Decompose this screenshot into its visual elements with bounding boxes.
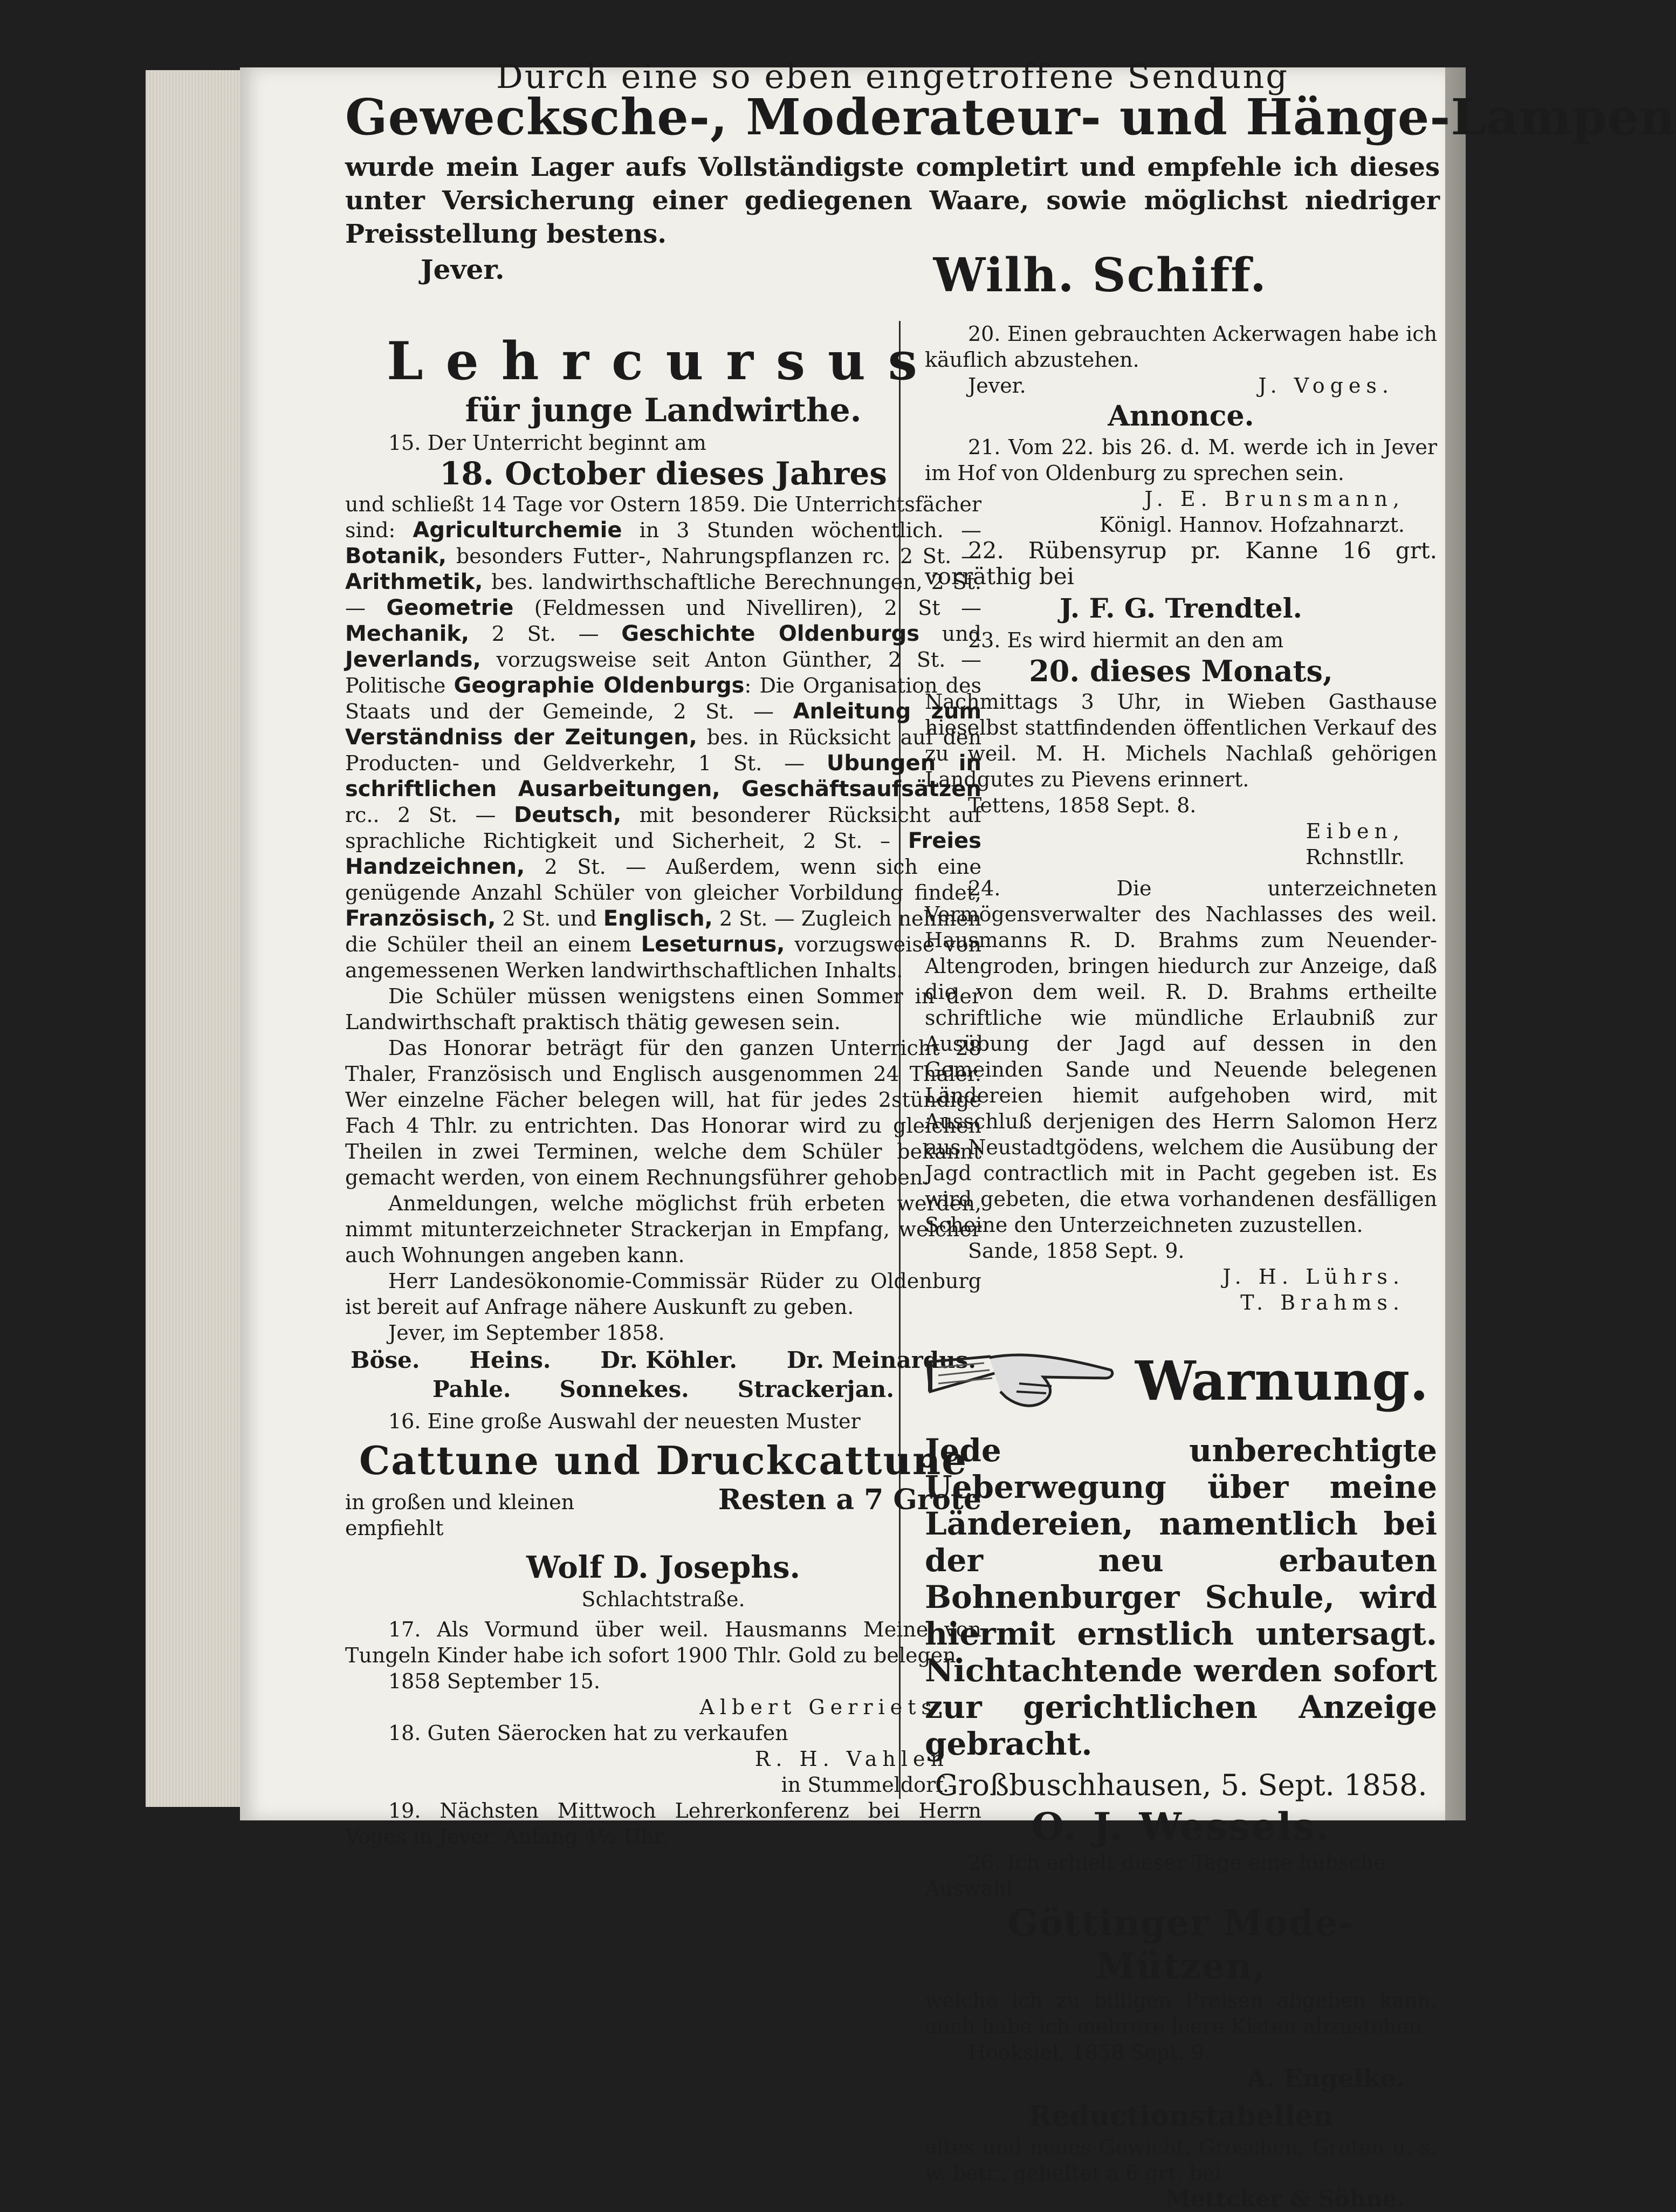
ad15-paragraph-2: Die Schüler müssen wenigstens einen Sommer in der Landwirthschaft praktisch thätig gewesen sein.: [345, 984, 981, 1034]
reduct-headline: Reductionstabellen: [1028, 2100, 1334, 2133]
subject-name: Deutsch,: [514, 803, 622, 827]
signer: Dr. Köhler.: [600, 1347, 737, 1373]
ad23-place: Tettens, 1858 Sept. 8.: [968, 793, 1197, 817]
ad26-place: Hooksiel, 1858 Sept. 9.: [968, 2040, 1211, 2064]
right-column: [925, 321, 1437, 2212]
ad24-place: Sande, 1858 Sept. 9.: [968, 1239, 1185, 1263]
ad24-signature-2: T. Brahms.: [1240, 1291, 1405, 1314]
subject-name: Geometrie: [386, 595, 514, 620]
lamp-headline: Gewecksche-, Moderateur- und Hänge-Lampen: [345, 88, 1676, 146]
body-text: : Die Organisation des Staats und der Gemeinde, 2 St. —: [345, 674, 981, 723]
body-text: in 3 Stunden wöchentlich. —: [622, 518, 981, 542]
signer: Böse.: [351, 1347, 420, 1373]
left-column: [345, 316, 981, 1850]
ad16-street: Schlachtstraße.: [581, 1587, 745, 1611]
ad16-rest-line: [345, 1483, 981, 1516]
book-page-edges: [146, 70, 255, 1807]
ad16-line-a: in großen und kleinen: [345, 1490, 575, 1514]
ad17-date: 1858 September 15.: [388, 1669, 600, 1693]
ad16-line-b: Resten a 7 Grote: [718, 1483, 981, 1516]
ad22-signature: J. F. G. Trendtel.: [1060, 592, 1302, 624]
lehrcursus-subtitle: für junge Landwirthe.: [465, 392, 862, 429]
subject-name: Arithmetik,: [345, 570, 483, 594]
ad20-signature: J. Voges.: [1258, 374, 1394, 398]
ad20-text: 20. Einen gebrauchten Ackerwagen habe ich käuflich abzustehen.: [925, 322, 1437, 372]
ad17-signature: Albert Gerriets.: [699, 1695, 949, 1719]
ad15-place: Jever, im September 1858.: [388, 1321, 665, 1345]
ad17-text: 17. Als Vormund über weil. Hausmanns Meine von Tungeln Kinder habe ich sofort 1900 Thlr. Gold zu belegen.: [345, 1618, 981, 1667]
subject-name: Freies Handzeichnen,: [345, 828, 981, 879]
ad26-headline: Göttinger Mode-Mützen,: [1007, 1902, 1355, 1987]
ad21-signature: J. E. Brunsmann,: [1144, 487, 1405, 511]
annonce-heading: Annonce.: [1108, 400, 1254, 433]
body-text: 2 St. — Außerdem, wenn sich eine genügende Anzahl Schüler von gleicher Vorbildung findet,: [345, 855, 981, 905]
ad20-footer: [925, 373, 1437, 399]
ad15-body: [345, 491, 981, 983]
signer: Heins.: [469, 1347, 551, 1373]
ad21-title: Königl. Hannov. Hofzahnarzt.: [1099, 513, 1405, 537]
ad24-text: 24. Die unterzeichneten Vermögensverwalter des Nachlasses des weil. Hausmanns R. D. Brahms zum Neuender-Altengroden, bringen hiedurch zur Anzeige, daß die von dem weil. R. D. Brahms ertheilte schriftliche wie mündliche Erlaubniß zur Ausübung der Jagd auf dessen in den Gemeinden Sande und Neuende belegenen Ländereien hiemit aufgehoben wird, mit Ausschluß derjenigen des Herrn Salomon Herz aus Neustadtgödens, welchem die Ausübung der Jagd contractlich mit in Pacht gegeben ist. Es wird gebeten, die etwa vorhandenen desfälligen Scheine den Unterzeichneten zuzustellen.: [925, 876, 1437, 1237]
subject-name: Geographie Oldenburgs: [454, 673, 745, 698]
ad23-body: Nachmittags 3 Uhr, in Wieben Gasthause hieselbst stattfindenden öffentlichen Verkauf des zu weil. M. H. Michels Nachlaß gehörigen Landgutes zu Pievens erinnert.: [925, 690, 1437, 791]
body-text: 2 St. — Zugleich nehmen die Schüler theil an einem: [345, 907, 981, 956]
reduct-body: altes und neues Gewicht, Groschen, Groten u. s. w. betr., geheftet a 6 grt. bei: [925, 2135, 1437, 2185]
body-text: 2 St. und: [496, 907, 603, 930]
subject-name: Jeverlands,: [345, 647, 481, 672]
ad26-signature: A. Engelke.: [1247, 2064, 1405, 2093]
lamp-intro: wurde mein Lager aufs Vollständigste completirt und empfehle ich dieses unter Versicherung einer gediegenen Waare, sowie möglichst niedriger Preisstellung bestens.: [345, 152, 1440, 249]
subject-name: Agriculturchemie: [413, 518, 622, 543]
ad21-text: 21. Vom 22. bis 26. d. M. werde ich in Jever im Hof von Oldenburg zu sprechen sein.: [925, 435, 1437, 485]
body-text: (Feldmessen und Nivelliren), 2 St —: [513, 596, 981, 620]
ad26-body: welche ich zu billigen Preisen abgeben kann, auch habe ich mehrere leere Kisten abzustehen.: [925, 1989, 1437, 2038]
ad23-title: Rchnstllr.: [1306, 845, 1405, 869]
subject-name: Leseturnus,: [641, 932, 785, 957]
body-text: bes. landwirthschaftliche Berechnungen, 2 St. —: [345, 570, 981, 620]
subject-name: Anleitung zum Verständniss der Zeitungen,: [345, 699, 981, 750]
warning-title: Warnung.: [1135, 1349, 1428, 1413]
ad15-paragraph-4: Anmeldungen, welche möglichst früh erbeten werden, nimmt mitunterzeichneter Strackerjan in Empfang, welcher auch Wohnungen angeben kann.: [345, 1191, 981, 1267]
lehrcursus-title: Lehrcursus: [387, 331, 940, 392]
signer: Strackerjan.: [737, 1376, 894, 1402]
ad16-headline: Cattune und Druckcattune: [359, 1437, 968, 1483]
ad15-intro: 15. Der Unterricht beginnt am: [388, 431, 706, 455]
ad20-place: Jever.: [968, 374, 1026, 398]
warning-text: Jede unberechtigte Ueberwegung über meine Ländereien, namentlich bei der neu erbauten Bohnenburger Schule, wird hiermit ernstlich untersagt. Nichtachtende werden sofort zur gerichtlichen Anzeige gebracht.: [925, 1432, 1437, 1762]
ad23-intro: 23. Es wird hiermit an den am: [968, 628, 1284, 652]
ad15-paragraph-3: Das Honorar beträgt für den ganzen Unterricht 28 Thaler, Französisch und Englisch ausgenommen 24 Thaler. Wer einzelne Fächer belegen will, hat für jedes 2stündige Fach 4 Thlr. zu entrichten. Das Honorar wird zu gleichen Theilen in zwei Terminen, welche dem Schüler bekannt gemacht werden, von einem Rechnungsführer gehoben.: [345, 1036, 981, 1189]
body-text: vorzugsweise von angemessenen Werken landwirthschaftlichen Inhalts.: [345, 933, 981, 982]
ad23-signature: Eiben,: [1306, 819, 1405, 843]
body-text: bes. in Rücksicht auf den Producten- und Geldverkehr, 1 St. —: [345, 725, 981, 775]
subject-name: Geschichte Oldenburgs: [621, 621, 920, 646]
lamp-place: Jever.: [421, 254, 505, 285]
ad15-signers-row-1: [345, 1346, 981, 1375]
pointing-hand-icon: [925, 1340, 1119, 1421]
ad16-intro: 16. Eine große Auswahl der neuesten Muster: [388, 1409, 861, 1433]
subject-name: Mechanik,: [345, 621, 470, 646]
ad24-signature-1: J. H. Lührs.: [1222, 1265, 1405, 1289]
ad15-date: 18. October dieses Jahres: [439, 455, 887, 492]
warning-signature: O. J. Wessels.: [1031, 1804, 1331, 1849]
ad18-text: 18. Guten Säerocken hat zu verkaufen: [388, 1721, 788, 1745]
body-text: und: [919, 622, 981, 646]
warning-place: Großbuschhausen, 5. Sept. 1858.: [935, 1768, 1427, 1802]
body-text: mit besonderer Rücksicht auf sprachliche Richtigkeit und Sicherheit, 2 St. –: [345, 803, 982, 853]
body-text: 2 St. —: [469, 622, 622, 646]
ad15-paragraph-5: Herr Landesökonomie-Commissär Rüder zu Oldenburg ist bereit auf Anfrage nähere Auskunft zu geben.: [345, 1269, 981, 1319]
lamp-advert: [345, 57, 1676, 303]
body-text: rc.. 2 St. —: [345, 803, 514, 827]
ad26-intro: 26. Ich erhielt dieser Tage eine hübsche Auswahl: [925, 1851, 1386, 1900]
ad18-place: in Stummeldorf.: [781, 1773, 949, 1797]
reduct-signature: Mettcker & Söhne.: [1165, 2186, 1405, 2212]
signer: Pahle.: [432, 1376, 511, 1402]
subject-name: Englisch,: [603, 906, 713, 931]
subject-name: Ubungen in schriftlichen Ausarbeitungen, Geschäftsaufsätzen: [345, 751, 981, 802]
signer: Dr. Meinardus.: [786, 1347, 976, 1373]
warning-header: [925, 1340, 1437, 1421]
newspaper-page: [240, 57, 1676, 2212]
body-text: vorzugsweise seit Anton Günther, 2 St. — Politische: [345, 648, 981, 697]
cut-off-line: Durch eine so eben eingetroffene Sendung: [496, 57, 1289, 96]
signer: Sonnekes.: [559, 1376, 689, 1402]
lamp-signature: Wilh. Schiff.: [933, 248, 1267, 303]
ad22-text: 22. Rübensyrup pr. Kanne 16 grt. vorräthig bei: [925, 537, 1437, 590]
ad16-signature: Wolf D. Josephs.: [526, 1550, 800, 1585]
subject-name: Botanik,: [345, 544, 447, 569]
ad16-line-c: empfiehlt: [345, 1516, 444, 1540]
subject-name: Französisch,: [345, 906, 496, 931]
body-text: und schließt 14 Tage vor Ostern 1859. Die Unterrichtsfächer sind:: [345, 492, 981, 542]
ad15-signers-row-2: [345, 1375, 981, 1404]
ad23-date: 20. dieses Monats,: [1029, 654, 1333, 688]
body-text: besonders Futter-, Nahrungspflanzen rc. 2 St. —: [447, 544, 981, 568]
ad18-signature: R. H. Vahlen: [754, 1747, 949, 1771]
ad19-text: 19. Nächsten Mittwoch Lehrerkonferenz bei Herrn Voges in Jever. Anfang 4½ Uhr.: [345, 1799, 981, 1848]
